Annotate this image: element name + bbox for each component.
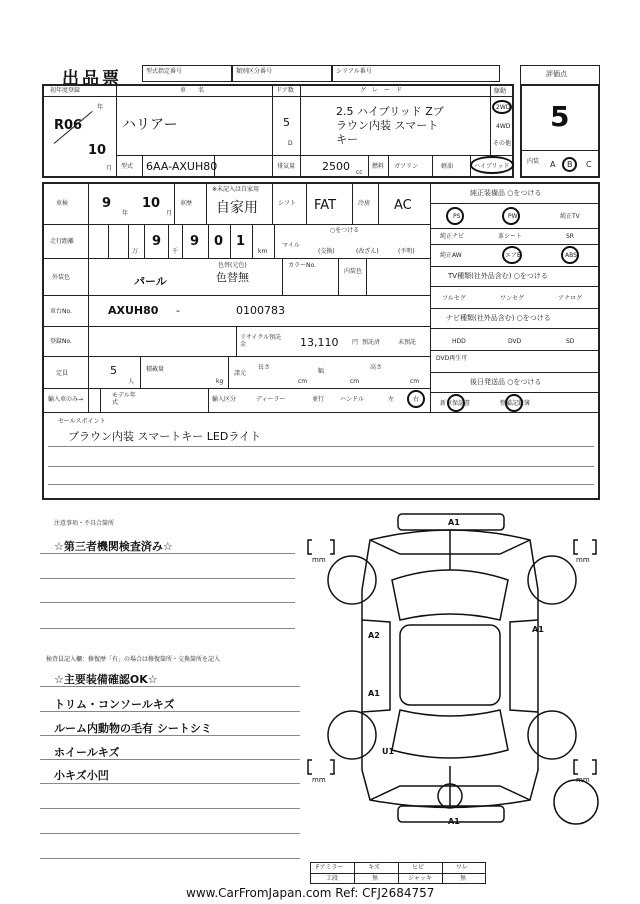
shaken-year-unit: 年: [122, 210, 129, 217]
capacity-label: 定員: [56, 370, 69, 377]
navi-dvd: DVD: [508, 338, 522, 345]
ac-value: AC: [394, 198, 412, 213]
equip-airbag-circle: [502, 246, 522, 264]
inspector-label: 検査員記入欄：修復歴「有」の場合は修復箇所・交換箇所を記入: [46, 656, 221, 663]
regno-label: 登録No.: [50, 338, 72, 345]
handle-left: 左: [388, 396, 395, 403]
after-title: 後日発送品 ○をつける: [470, 378, 542, 386]
grade-label: グレード: [360, 87, 409, 94]
notes-line1: ☆第三者機関検査済み☆: [54, 540, 173, 553]
after-manual-circle: [447, 394, 465, 412]
recycle-value: 13,110: [300, 336, 339, 349]
fuel-hybrid: ハイブリッド: [474, 163, 510, 170]
damage-mark-left-rear: U1: [382, 747, 395, 756]
mileage-digit-3: 1: [236, 234, 246, 249]
length-label: 長さ: [258, 364, 271, 371]
recycle-label: リサイクル預託金: [240, 334, 282, 348]
equip-pw: PW: [508, 213, 518, 220]
height-unit: cm: [410, 378, 420, 385]
legend-h4: ワレ: [456, 864, 469, 871]
color-change-label: 色替(元色): [218, 262, 247, 269]
dimensions-label: 諸元: [234, 370, 247, 377]
km-unit: km: [258, 248, 268, 255]
mileage-man-unit: 万: [132, 248, 139, 255]
score-value: 5: [550, 100, 570, 133]
ac-label: 冷房: [358, 200, 371, 207]
diagram-mm-fl: mm: [312, 556, 326, 564]
drive-other: その他: [493, 140, 512, 147]
after-record-circle: [505, 394, 523, 412]
meter-mile: マイル: [282, 242, 300, 249]
diagram-mm-rl: mm: [312, 776, 326, 784]
import-parallel: 並行: [312, 396, 325, 403]
sales-point-label: セールスポイント: [58, 418, 106, 425]
rear-right-wheel: [528, 711, 576, 759]
notes-label: 注意事項・不具合箇所: [54, 520, 115, 527]
shaken-year: 9: [102, 196, 112, 211]
shaken-month: 10: [142, 196, 161, 211]
legend-r1: 工段: [326, 875, 339, 882]
serial-number-field: シリアル番号: [332, 65, 500, 82]
color-value: パール: [134, 275, 167, 288]
recycle-deposited: 預託済: [362, 339, 381, 346]
doors-unit: D: [288, 140, 293, 147]
navi-sd: SD: [566, 338, 575, 345]
usage-label: 車歴: [180, 200, 193, 207]
equip-title: 純正装備品 ○をつける: [470, 189, 542, 197]
fuel-label: 燃料: [372, 163, 385, 170]
inspector-item-5: 小キズ小凹: [54, 769, 109, 782]
equip-airbag: エアB: [505, 252, 522, 259]
rear-left-wheel: [328, 711, 376, 759]
legend-h1: Fアミラー: [316, 864, 344, 871]
damage-mark-front: A1: [448, 518, 460, 527]
equip-ps-circle: [446, 207, 464, 225]
color-label: 外装色: [52, 274, 71, 281]
legend-h2: キズ: [368, 864, 380, 871]
meter-note: ○をつける: [330, 227, 360, 234]
equip-aw: 純正AW: [440, 252, 462, 259]
chassis-label: 車台No.: [50, 308, 72, 315]
reg-year: R06: [54, 118, 83, 133]
fuel-gasoline: ガソリン: [394, 163, 419, 170]
usage-value: 自家用: [216, 200, 258, 216]
width-unit: cm: [350, 378, 360, 385]
damage-mark-left-mid: A1: [368, 689, 380, 698]
inspector-item-4: ホイールキズ: [54, 746, 120, 759]
tv-oneseg: ワンセグ: [500, 295, 525, 302]
equip-abs: ABS: [565, 252, 577, 259]
spare-wheel: [554, 780, 598, 824]
import-label: 輸入車のみ→: [48, 396, 84, 403]
front-right-wheel: [528, 556, 576, 604]
inspector-item-2: トリム・コンソールキズ: [54, 698, 175, 711]
meter-opt-tamper: (改ざん): [356, 248, 379, 255]
int-color-label: 内装色: [344, 268, 363, 275]
diagram-mm-rr: mm: [576, 776, 590, 784]
import-dealer: ディーラー: [256, 396, 286, 403]
chassis-model: AXUH80: [108, 304, 159, 317]
model-value: 6AA-AXUH80: [146, 160, 218, 173]
equip-tv: 純正TV: [560, 213, 580, 220]
inspector-item-1: ☆主要装備確認OK☆: [54, 673, 158, 686]
category-number-field: 類別区分番号: [232, 65, 332, 82]
reg-month: 10: [88, 143, 107, 158]
first-reg-label: 初年度登録: [50, 87, 81, 94]
handle-label: ハンドル: [340, 396, 365, 403]
sales-point-text: ブラウン内装 スマートキー LEDライト: [68, 430, 261, 443]
after-record: 整備記録簿: [500, 400, 531, 407]
doors-value: 5: [283, 116, 290, 129]
car-damage-diagram: [300, 510, 600, 860]
handle-right: 右: [413, 396, 420, 403]
damage-mark-left-front: A2: [368, 631, 380, 640]
month-unit: 月: [106, 165, 113, 172]
damage-mark-right: A1: [532, 625, 544, 634]
tv-fullseg: フルセグ: [442, 295, 466, 302]
displacement-label: 排気量: [277, 163, 296, 170]
equip-pw-circle: [502, 207, 520, 225]
page-title: 出品票: [62, 69, 122, 89]
tv-analog: アナログ: [558, 295, 583, 302]
meter-opt-unknown: (不明): [398, 248, 415, 255]
mileage-sen: 9: [190, 234, 200, 249]
usage-note: ※未記入は自家用: [212, 186, 260, 193]
color-no-label: カラーNo.: [288, 262, 316, 269]
car-name-label: 車名: [180, 87, 217, 94]
equip-sr: SR: [566, 233, 574, 240]
mileage-label: 走行距離: [50, 238, 75, 245]
meter-opt-exchange: (交換): [318, 248, 335, 255]
diagram-mm-fr: mm: [576, 556, 590, 564]
chassis-number: 0100783: [236, 304, 285, 317]
shift-label: シフト: [278, 200, 297, 207]
type-number-field: 型式指定番号: [142, 65, 232, 82]
inspector-item-3: ルーム内動物の毛有 シートシミ: [54, 722, 212, 735]
displacement-value: 2500: [322, 160, 350, 173]
damage-mark-rear: A1: [448, 817, 460, 826]
grade-line2: ラウン内装 スマート: [336, 119, 439, 132]
import-type-label: 輸入区分: [212, 396, 237, 403]
color-change-value: 色替無: [216, 271, 249, 284]
legend-r3: ジャッキ: [408, 875, 432, 882]
grade-line3: キー: [336, 133, 358, 146]
front-left-wheel: [328, 556, 376, 604]
legend-r4: 無: [460, 875, 467, 882]
interior-c: C: [586, 160, 592, 169]
mileage-sen-unit: 千: [172, 248, 179, 255]
disp-unit: cc: [356, 169, 363, 176]
capacity-unit: 人: [128, 378, 135, 385]
equip-ps: PS: [453, 213, 461, 220]
interior-b: B: [567, 160, 573, 169]
after-manual: 新車保証書: [440, 400, 471, 407]
chassis-separator: -: [176, 304, 180, 317]
car-name: ハリアー: [122, 117, 178, 133]
footer-ref[interactable]: www.CarFromJapan.com Ref: CFJ2684757: [186, 886, 435, 900]
legend-h3: ヒビ: [412, 864, 425, 871]
width-label: 幅: [318, 368, 325, 375]
equip-abs-circle: [561, 246, 579, 264]
mileage-digit-2: 0: [214, 234, 224, 249]
interior-b-circle: [562, 157, 577, 172]
legend-r2: 無: [372, 875, 379, 882]
drive-4wd: 4WD: [496, 123, 511, 130]
model-year-label: モデル年式: [112, 392, 136, 406]
handle-right-circle: [407, 390, 425, 408]
navi-dvd-play: DVD再生可: [436, 355, 468, 362]
length-unit: cm: [298, 378, 308, 385]
mileage-man: 9: [152, 234, 162, 249]
interior-a: A: [550, 160, 556, 169]
recycle-unit: 円: [352, 339, 359, 346]
shift-value: FAT: [314, 198, 337, 213]
load-label: 積載量: [146, 366, 165, 373]
recycle-not-deposited: 未預託: [398, 339, 417, 346]
tv-type-title: TV種類(社外品含む) ○をつける: [448, 272, 548, 280]
drive-label: 駆動: [494, 88, 507, 95]
year-unit: 年: [97, 104, 104, 111]
equip-navi: 純正ナビ: [440, 233, 465, 240]
doors-label: ドア数: [276, 87, 294, 94]
navi-hdd: HDD: [452, 338, 466, 345]
fuel-hybrid-circle: [470, 156, 514, 174]
drive-2wd: 2WD: [496, 104, 511, 111]
score-label: 評価点: [546, 70, 567, 78]
load-unit: kg: [216, 378, 224, 385]
fuel-diesel: 軽油: [441, 163, 454, 170]
drive-2wd-circle: [492, 100, 512, 114]
shaken-month-unit: 月: [166, 210, 173, 217]
car-body-outline: [362, 530, 538, 808]
model-label: 型式: [121, 163, 134, 170]
grade-line1: 2.5 ハイブリッド Zブ: [336, 105, 444, 118]
shaken-label: 車検: [56, 200, 69, 207]
capacity-value: 5: [110, 364, 117, 377]
navi-type-title: ナビ種類(社外品含む) ○をつける: [446, 314, 551, 322]
interior-label: 内装: [527, 158, 540, 165]
equip-leather: 革シート: [498, 233, 523, 240]
height-label: 高さ: [370, 364, 383, 371]
